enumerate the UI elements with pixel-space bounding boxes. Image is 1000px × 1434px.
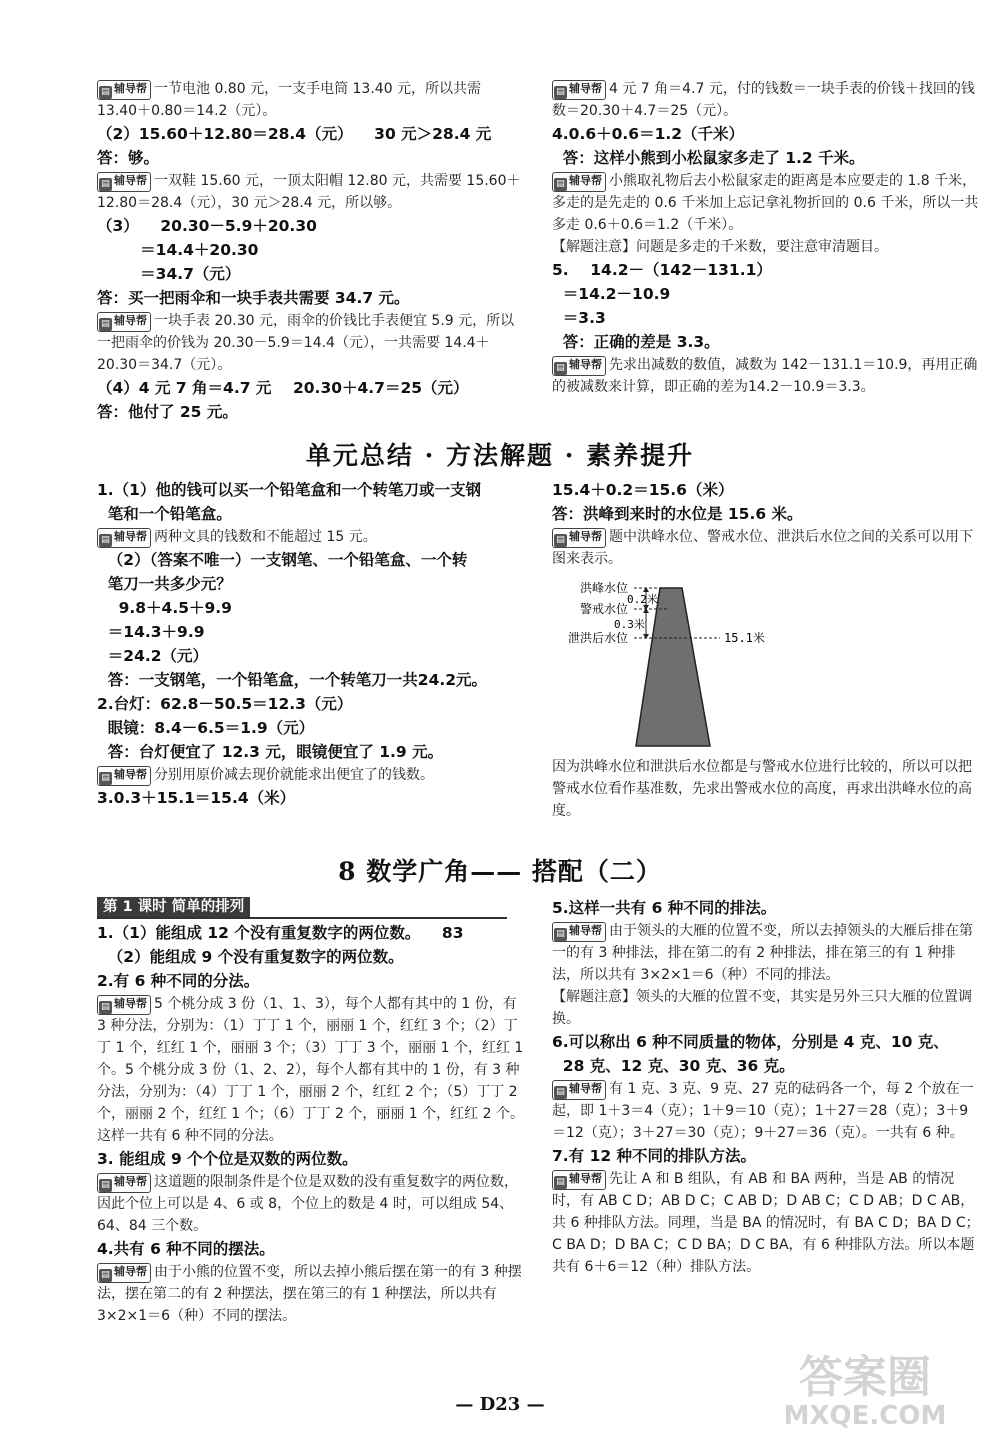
explanation-text: 题中洪峰水位、警戒水位、泄洪后水位之间的关系可以用下图来表示。 — [552, 529, 973, 567]
tutor-help-label: 辅导帮 — [114, 82, 147, 95]
book-icon: ▤ — [99, 1269, 112, 1282]
answer-line: （4）4 元 7 角＝4.7 元 20.30＋4.7＝25（元） — [97, 379, 469, 397]
note-paragraph: 【解题注意】问题是多走的千米数，要注意审清题目。 — [552, 239, 888, 255]
svg-text:MXQE.COM: MXQE.COM — [783, 1401, 947, 1430]
lesson-rule — [97, 917, 507, 919]
explanation-paragraph — [97, 78, 525, 122]
water-level-svg — [552, 576, 792, 748]
upper-diff-label: 0.2米 — [627, 593, 658, 606]
tutor-help-label: 辅导帮 — [114, 174, 147, 187]
watermark-logo — [735, 1340, 995, 1430]
answer-line: 4.共有 6 种不同的摆法。 — [97, 1240, 275, 1258]
explanation-paragraph — [97, 526, 525, 548]
column-right-mid-a — [552, 478, 980, 570]
column-right-mid-b — [552, 756, 980, 822]
answer-line: 5. 14.2－（142－131.1） — [552, 261, 772, 279]
answer-line: （2）（答案不唯一）一支钢笔、一个铅笔盒、一个转 — [97, 551, 468, 569]
answer-line: ＝14.4＋20.30 — [97, 241, 259, 259]
tutor-help-label: 辅导帮 — [569, 174, 602, 187]
answer-line: 笔刀一共多少元？ — [97, 575, 232, 593]
answer-line: 5.这样一共有 6 种不同的排法。 — [552, 899, 777, 917]
book-icon: ▤ — [99, 1001, 112, 1014]
tutor-help-tag — [97, 766, 151, 786]
book-icon: ▤ — [554, 1086, 567, 1099]
explanation-paragraph — [97, 1171, 525, 1237]
explanation-paragraph — [552, 1078, 980, 1144]
book-icon: ▤ — [554, 86, 567, 99]
column-left-bottom-body — [97, 921, 525, 1327]
explanation-paragraph — [552, 526, 980, 570]
after-release-label: 泄洪后水位 — [567, 631, 628, 645]
answer-line: 1.（1）他的钱可以买一个铅笔盒和一个转笔刀或一支钢 — [97, 481, 481, 499]
answer-line: 3. 能组成 9 个个位是双数的两位数。 — [97, 1150, 358, 1168]
answer-line: 答：台灯便宜了 12.3 元，眼镜便宜了 1.9 元。 — [97, 743, 444, 761]
answer-line: 答：一支钢笔，一个铅笔盒，一个转笔刀一共24.2元。 — [97, 671, 488, 689]
answer-line: （3） 20.30－5.9＋20.30 — [97, 217, 317, 235]
answer-line: 答：他付了 25 元。 — [97, 403, 238, 421]
answer-line: （2）15.60＋12.80＝28.4（元） 30 元＞28.4 元 — [97, 125, 492, 143]
flood-peak-label: 洪峰水位 — [579, 581, 628, 595]
tutor-help-label: 辅导帮 — [114, 997, 147, 1010]
explanation-text: 小熊取礼物后去小松鼠家走的距离是本应要走的 1.8 千米，多走的是先走的 0.6 千米加上忘记拿礼物折回的 0.6 千米，所以一共多走 0.6＋0.6＝1.2（千米）。 — [552, 173, 979, 233]
answer-line: 笔和一个铅笔盒。 — [97, 505, 232, 523]
column-left-mid — [97, 478, 525, 810]
tutor-help-tag — [97, 1173, 151, 1193]
explanation-paragraph — [97, 310, 525, 376]
tutor-help-tag — [552, 1170, 606, 1190]
tutor-help-label: 辅导帮 — [569, 1172, 602, 1185]
book-icon: ▤ — [99, 1179, 112, 1192]
tutor-help-tag — [97, 172, 151, 192]
answer-line: ＝24.2（元） — [97, 647, 209, 665]
page-number: — D23 — — [455, 1394, 545, 1415]
answer-line: 答：正确的差是 3.3。 — [552, 333, 720, 351]
explanation-paragraph — [552, 78, 980, 122]
tutor-help-label: 辅导帮 — [114, 1265, 147, 1278]
answer-line: 眼镜：8.4－6.5＝1.9（元） — [97, 719, 315, 737]
explanation-text: 5 个桃分成 3 份（1、1、3），每个人都有其中的 1 份，有 3 种分法，分别为：（1）丁丁 1 个，丽丽 1 个，红红 3 个；（2）丁丁 1 个，红红 1 个，丽丽 3 个；（3）丁丁 3 个，丽丽 1 个，红红 1 个。5 个桃分成 3 份（1、2、2），每个人都有其中的 1 份，有 3 种分法，分别为：（4）丁丁 1 个，丽丽 2 个，红红 2 个；（5）丁丁 2 个，丽丽 2 个，红红 1 个；（6）丁丁 2 个，丽丽 1 个，红红 2 个。这样一共有 6 种不同的分法。 — [97, 996, 524, 1144]
book-icon: ▤ — [554, 178, 567, 191]
answer-line: ＝3.3 — [552, 309, 606, 327]
answer-line: 1.（1）能组成 12 个没有重复数字的两位数。 83 — [97, 924, 464, 942]
tutor-help-tag — [97, 80, 151, 100]
tutor-help-label: 辅导帮 — [569, 1082, 602, 1095]
explanation-paragraph — [97, 170, 525, 214]
answer-line: 15.4＋0.2＝15.6（米） — [552, 481, 734, 499]
answer-line: 答：够。 — [97, 149, 160, 167]
tutor-help-label: 辅导帮 — [114, 768, 147, 781]
explanation-text: 这道题的限制条件是个位是双数的没有重复数字的两位数，因此个位上可以是 4、6 或 8，个位上的数是 4 时，可以组成 54、64、84 三个数。 — [97, 1174, 518, 1234]
tutor-help-tag — [97, 528, 151, 548]
explanation-text: 4 元 7 角＝4.7 元，付的钱数＝一块手表的价钱＋找回的钱数＝20.30＋4.7＝25（元）。 — [552, 81, 975, 119]
section-title-unit-summary: 单元总结 · 方法解题 · 素养提升 — [305, 441, 695, 470]
water-level-diagram — [552, 576, 980, 752]
explanation-text: 一节电池 0.80 元，一支手电筒 13.40 元，所以共需 13.40＋0.80＝14.2（元）。 — [97, 81, 482, 119]
tutor-help-tag — [552, 80, 606, 100]
explanation-paragraph — [552, 354, 980, 398]
tutor-help-label: 辅导帮 — [114, 530, 147, 543]
tutor-help-tag — [97, 1263, 151, 1283]
book-icon: ▤ — [99, 534, 112, 547]
note-paragraph: 因为洪峰水位和泄洪后水位都是与警戒水位进行比较的，所以可以把警戒水位看作基准数，先求出警戒水位的高度，再求出洪峰水位的高度。 — [552, 759, 972, 819]
answer-line: 2.台灯：62.8－50.5＝12.3（元） — [97, 695, 353, 713]
answer-line: 4.0.6＋0.6＝1.2（千米） — [552, 125, 745, 143]
book-icon: ▤ — [554, 1176, 567, 1189]
explanation-text: 分别用原价减去现价就能求出便宜了的钱数。 — [154, 767, 434, 783]
answer-line: ＝14.3＋9.9 — [97, 623, 205, 641]
explanation-text: 两种文具的钱数和不能超过 15 元。 — [154, 529, 377, 545]
answer-line: ＝14.2－10.9 — [552, 285, 671, 303]
explanation-text: 由于小熊的位置不变，所以去掉小熊后摆在第一的有 3 种摆法，摆在第二的有 2 种摆法，摆在第三的有 1 种摆法，所以共有 3×2×1＝6（种）不同的摆法。 — [97, 1264, 522, 1324]
book-icon: ▤ — [554, 362, 567, 375]
tutor-help-label: 辅导帮 — [114, 1175, 147, 1188]
answer-line: 6.可以称出 6 种不同质量的物体，分别是 4 克、10 克、 — [552, 1033, 949, 1051]
note-paragraph: 【解题注意】领头的大雁的位置不变，其实是另外三只大雁的位置调换。 — [552, 989, 972, 1027]
column-left-bottom — [97, 896, 525, 1327]
book-icon: ▤ — [99, 772, 112, 785]
tutor-help-tag — [97, 995, 151, 1015]
answer-line: 28 克、12 克、30 克、36 克。 — [552, 1057, 795, 1075]
tutor-help-tag — [552, 1080, 606, 1100]
explanation-text: 一块手表 20.30 元，雨伞的价钱比手表便宜 5.9 元，所以一把雨伞的价钱为 20.30－5.9＝14.4（元），一共需要 14.4＋20.30＝34.7（元）。 — [97, 313, 515, 373]
book-icon: ▤ — [99, 318, 112, 331]
explanation-text: 先让 A 和 B 组队，有 AB 和 BA 两种，当是 AB 的情况时，有 AB C D；AB D C；C AB D；D AB C；C D AB；D C AB，共 6 种排队方法。同理，当是 BA 的情况时，有 BA C D；BA D C；C BA D；D BA C；C D BA；D C BA，有 6 种排队方法。所以本题共有 6＋6＝12（种）排队方法。 — [552, 1171, 980, 1275]
level-after-label: 15.1米 — [724, 631, 765, 645]
explanation-text: 有 1 克、3 克、9 克、27 克的砝码各一个，每 2 个放在一起，即 1＋3＝4（克）；1＋9＝10（克）；1＋27＝28（克）；3＋9＝12（克）；3＋27＝30（克）；9＋27＝36（克）。一共有 6 种。 — [552, 1081, 974, 1141]
tutor-help-tag — [97, 312, 151, 332]
explanation-text: 由于领头的大雁的位置不变，所以去掉领头的大雁后排在第一的有 3 种排法，排在第二的有 2 种排法，排在第三的有 1 种排法，所以共有 3×2×1＝6（种）不同的排法。 — [552, 923, 973, 983]
book-icon: ▤ — [99, 86, 112, 99]
lower-diff-label: 0.3米 — [614, 618, 645, 631]
explanation-paragraph — [552, 920, 980, 986]
book-icon: ▤ — [99, 178, 112, 191]
book-icon: ▤ — [554, 928, 567, 941]
explanation-text: 先求出减数的数值，减数为 142－131.1＝10.9，再用正确的被减数来计算，即正确的差为14.2－10.9＝3.3。 — [552, 357, 978, 395]
answer-line: 答：洪峰到来时的水位是 15.6 米。 — [552, 505, 803, 523]
answer-line: 3.0.3＋15.1＝15.4（米） — [97, 789, 296, 807]
explanation-paragraph — [97, 764, 525, 786]
svg-text:答案圈: 答案圈 — [799, 1352, 931, 1403]
tutor-help-label: 辅导帮 — [569, 82, 602, 95]
section-title-chapter-8: 8 数学广角—— 搭配（二） — [338, 857, 662, 886]
answer-line: 答：这样小熊到小松鼠家多走了 1.2 千米。 — [552, 149, 865, 167]
tutor-help-tag — [552, 528, 606, 548]
explanation-paragraph — [97, 993, 525, 1147]
column-right-bottom — [552, 896, 980, 1278]
tutor-help-tag — [552, 172, 606, 192]
answer-line: 7.有 12 种不同的排队方法。 — [552, 1147, 757, 1165]
tutor-help-label: 辅导帮 — [114, 314, 147, 327]
column-right-top — [552, 78, 980, 398]
tutor-help-tag — [552, 922, 606, 942]
explanation-paragraph — [97, 1261, 525, 1327]
answer-line: ＝34.7（元） — [97, 265, 241, 283]
explanation-paragraph — [552, 170, 980, 236]
answer-line: 9.8＋4.5＋9.9 — [97, 599, 232, 617]
answer-line: 2.有 6 种不同的分法。 — [97, 972, 260, 990]
book-icon: ▤ — [554, 534, 567, 547]
explanation-paragraph — [552, 1168, 980, 1278]
tutor-help-label: 辅导帮 — [569, 530, 602, 543]
answer-line: 答：买一把雨伞和一块手表共需要 34.7 元。 — [97, 289, 410, 307]
tutor-help-label: 辅导帮 — [569, 358, 602, 371]
explanation-text: 一双鞋 15.60 元，一顶太阳帽 12.80 元，共需要 15.60＋12.80＝28.4（元），30 元＞28.4 元，所以够。 — [97, 173, 521, 211]
tutor-help-tag — [552, 356, 606, 376]
tutor-help-label: 辅导帮 — [569, 924, 602, 937]
column-left-top — [97, 78, 525, 424]
column-right-mid — [552, 478, 980, 822]
warning-label: 警戒水位 — [579, 602, 628, 616]
answer-line: （2）能组成 9 个没有重复数字的两位数。 — [97, 948, 404, 966]
lesson-label: 第 1 课时 简单的排列 — [97, 897, 250, 917]
